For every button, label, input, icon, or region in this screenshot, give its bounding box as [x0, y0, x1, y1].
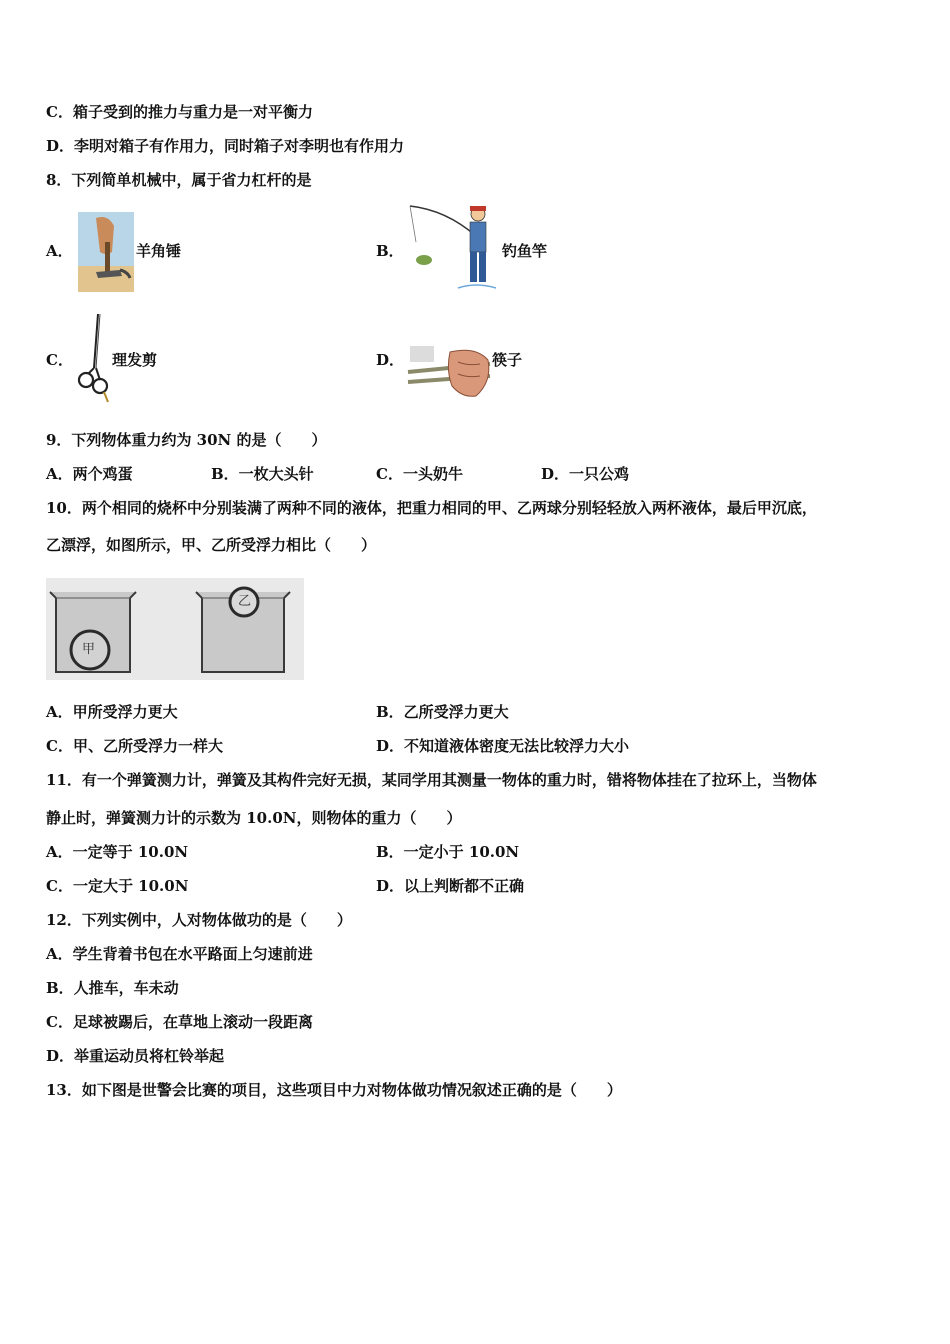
q9-option-a: A．两个鸡蛋 [46, 465, 133, 483]
q10-option-a: A．甲所受浮力更大 [46, 703, 178, 721]
q13-stem: 13．如下图是世警会比赛的项目，这些项目中力对物体做功情况叙述正确的是（ ） [46, 1081, 622, 1099]
q11-stem-line-2: 静止时，弹簧测力计的示数为 10.0N，则物体的重力（ ） [46, 809, 462, 827]
q8-option-b-label: 钓鱼竿 [502, 242, 548, 260]
q8-option-c-label: 理发剪 [112, 351, 158, 369]
q10-option-c: C．甲、乙所受浮力一样大 [46, 737, 223, 755]
q8-option-b-letter: B． [376, 242, 404, 260]
q10-option-d: D．不知道液体密度无法比较浮力大小 [376, 737, 630, 755]
chopsticks-image [406, 342, 492, 400]
q9-option-d: D．一只公鸡 [541, 465, 630, 483]
ball-yi-label: 乙 [238, 594, 252, 609]
q11-option-c: C．一定大于 10.0N [46, 877, 189, 895]
q12-option-d: D．举重运动员将杠铃举起 [46, 1047, 225, 1065]
q12-option-b: B．人推车，车未动 [46, 979, 179, 997]
q10-stem-line-1: 10．两个相同的烧杯中分别装满了两种不同的液体，把重力相同的甲、乙两球分别轻轻放入两杯液体，最后甲沉底， [46, 499, 817, 517]
q8-stem: 8．下列简单机械中，属于省力杠杆的是 [46, 171, 312, 189]
q12-option-c: C．足球被踢后，在草地上滚动一段距离 [46, 1013, 313, 1031]
q9-option-b: B．一枚大头针 [211, 465, 314, 483]
q7-option-d: D．李明对箱子有作用力，同时箱子对李明也有作用力 [46, 137, 405, 155]
q9-stem: 9．下列物体重力约为 30N 的是（ ） [46, 431, 327, 449]
claw-hammer-image [78, 212, 134, 292]
q12-option-a: A．学生背着书包在水平路面上匀速前进 [46, 945, 313, 963]
q11-option-d: D．以上判断都不正确 [376, 877, 525, 895]
q8-option-d-label: 筷子 [492, 351, 523, 369]
q8-option-d-letter: D． [376, 351, 405, 369]
q11-stem-line-1: 11．有一个弹簧测力计，弹簧及其构件完好无损，某同学用其测量一物体的重力时，错将物体挂在了拉环上，当物体 [46, 771, 817, 789]
fishing-rod-image [406, 202, 500, 294]
beakers-figure [46, 578, 304, 680]
q11-option-a: A．一定等于 10.0N [46, 843, 189, 861]
ball-jia-label: 甲 [82, 642, 96, 657]
q8-option-c-letter: C． [46, 351, 73, 369]
q8-option-a-label: 羊角锤 [136, 242, 182, 260]
q10-stem-line-2: 乙漂浮，如图所示，甲、乙所受浮力相比（ ） [46, 536, 377, 554]
q10-option-b: B．乙所受浮力更大 [376, 703, 509, 721]
q9-option-c: C．一头奶牛 [376, 465, 463, 483]
hair-scissors-image [76, 312, 110, 404]
q11-option-b: B．一定小于 10.0N [376, 843, 520, 861]
q7-option-c: C．箱子受到的推力与重力是一对平衡力 [46, 103, 313, 121]
q12-stem: 12．下列实例中，人对物体做功的是（ ） [46, 911, 352, 929]
q8-option-a-letter: A． [46, 242, 73, 260]
